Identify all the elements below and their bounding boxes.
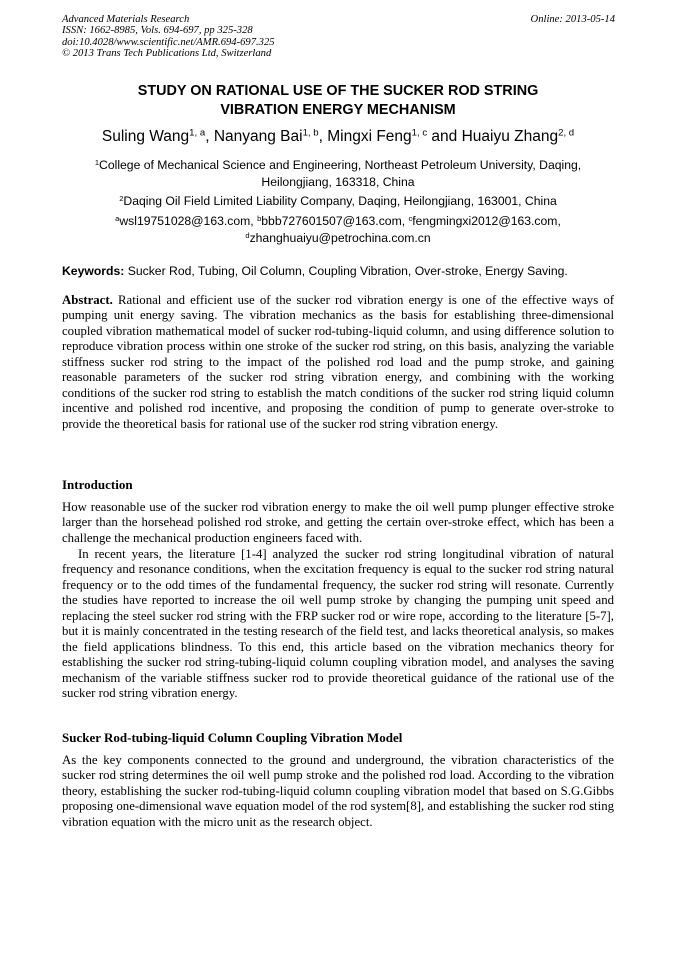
affiliation-text: College of Mechanical Science and Engineering, Northeast Petroleum University, Daqing, Heilongjiang, 163318, China bbox=[99, 158, 582, 189]
introduction-paragraph-1: How reasonable use of the sucker rod vibration energy to make the oil well pump plunger effective stroke larger than the horsehead polished rod stroke, and getting the certain over-stroke effect, which has been a challenge the mechanical production engineers faced with. bbox=[62, 500, 614, 545]
author-name: Nanyang Bai bbox=[213, 128, 303, 145]
email-link[interactable]: fengmingxi2012@163.com, bbox=[412, 214, 561, 228]
keywords-label: Keywords: bbox=[62, 264, 125, 278]
author-separator: , bbox=[318, 128, 328, 145]
email-mark: b bbox=[257, 213, 262, 223]
email-mark: c bbox=[408, 213, 413, 223]
abstract-text: Rational and efficient use of the sucker rod vibration energy is one of the effective ways of pumping unit energy saving. The vibration mechanics as the basis for establishing three-dimensional coupled vibration mathematical model of sucker rod-tubing-liquid column, and using difference solution to reproduce vibration process within one stroke of the sucker rod string, on this basis, analyzing the variable stiffness sucker rod string to the impact of the polished rod load and the pump stroke, and gaining reasonable parameters of the sucker rod string vibration energy, and combining with the working conditions of the sucker rod string to establish the match conditions of the sucker rod string liquid column incentive and polished rod incentive, and proposing the condition of pump to generate over-stroke to provide the theoretical basis for rational use of the sucker rod string vibration energy. bbox=[62, 293, 614, 431]
keywords-text: Sucker Rod, Tubing, Oil Column, Coupling Vibration, Over-stroke, Energy Saving. bbox=[124, 264, 568, 278]
email-link[interactable]: zhanghuaiyu@petrochina.com.cn bbox=[249, 231, 431, 245]
introduction-paragraph-2: In recent years, the literature [1-4] analyzed the sucker rod string longitudinal vibration of natural frequency and resonance conditions, when the excitation frequency is equal to the sucker rod string natural frequency or to the odd times of the fundamental frequency, the sucker rod string will resonate. Currently the studies have reported to increase the oil well pump stroke by changing the pumping unit speed and replacing the steel sucker rod string with the FRP sucker rod or wire rope, according to the literature [5-7], but it is mainly concentrated in the testing research of the field test, and lacks theoretical analysis, so makes the field applications blindness. To this end, this article based on the vibration mechanics theory for establishing the sucker rod string-tubing-liquid column coupling vibration model, and analyses the saving mechanism of the variable stiffness sucker rod to provide theoretical guidance of the rational use of the sucker rod string vibration energy. bbox=[62, 547, 614, 701]
online-date: Online: 2013-05-14 bbox=[530, 14, 615, 25]
model-paragraph-1: As the key components connected to the ground and underground, the vibration characteristics of the sucker rod string determines the oil well pump stroke and the polished rod load. According to the vibration theory, establishing the sucker rod-tubing-liquid column coupling vibration model that based on S.G.Gibbs proposing one-dimensional wave equation model of the rod system[8], and establishing the sucker rod sting vibration equation with the micro unit as the research object. bbox=[62, 753, 614, 829]
author-name: Suling Wang bbox=[101, 128, 190, 145]
affiliation-mark: 2 bbox=[119, 193, 124, 203]
email-link[interactable]: wsl19751028@163.com, bbox=[119, 214, 258, 228]
email-mark: a bbox=[115, 213, 120, 223]
author-affiliation-mark: 1, b bbox=[302, 127, 319, 139]
affiliation-text: Daqing Oil Field Limited Liability Company, Daqing, Heilongjiang, 163001, China bbox=[123, 194, 557, 208]
copyright-line: © 2013 Trans Tech Publications Ltd, Switzerland bbox=[62, 47, 272, 59]
author-name: Mingxi Feng bbox=[327, 128, 412, 145]
abstract-label: Abstract. bbox=[62, 293, 113, 307]
email-link[interactable]: bbb727601507@163.com, bbox=[261, 214, 409, 228]
author-name: Huaiyu Zhang bbox=[461, 128, 559, 145]
issn-line: ISSN: 1662-8985, Vols. 694-697, pp 325-328 bbox=[62, 25, 253, 37]
author-list bbox=[62, 127, 614, 147]
keywords-line bbox=[62, 263, 614, 279]
author-separator: , bbox=[205, 128, 214, 145]
author-emails bbox=[62, 213, 614, 247]
title-line-2: VIBRATION ENERGY MECHANISM bbox=[220, 101, 456, 118]
doi-line[interactable]: doi:10.4028/www.scientific.net/AMR.694-697.325 bbox=[62, 36, 275, 48]
affiliation-mark: 1 bbox=[94, 157, 100, 167]
abstract-paragraph bbox=[62, 293, 614, 432]
author-affiliation-mark: 2, d bbox=[558, 127, 575, 139]
journal-header bbox=[62, 14, 615, 59]
paper-title bbox=[62, 82, 614, 119]
author-affiliation-mark: 1, a bbox=[189, 127, 206, 139]
affiliation-2 bbox=[62, 193, 614, 210]
author-separator: and bbox=[427, 128, 462, 145]
title-line-1: STUDY ON RATIONAL USE OF THE SUCKER ROD STRING bbox=[137, 83, 539, 99]
email-mark: d bbox=[245, 230, 250, 240]
affiliation-1 bbox=[62, 157, 614, 191]
section-heading-model: Sucker Rod-tubing-liquid Column Coupling Vibration Model bbox=[62, 730, 403, 745]
section-heading-introduction: Introduction bbox=[62, 477, 133, 492]
journal-name: Advanced Materials Research bbox=[62, 14, 190, 25]
author-affiliation-mark: 1, c bbox=[411, 127, 428, 139]
